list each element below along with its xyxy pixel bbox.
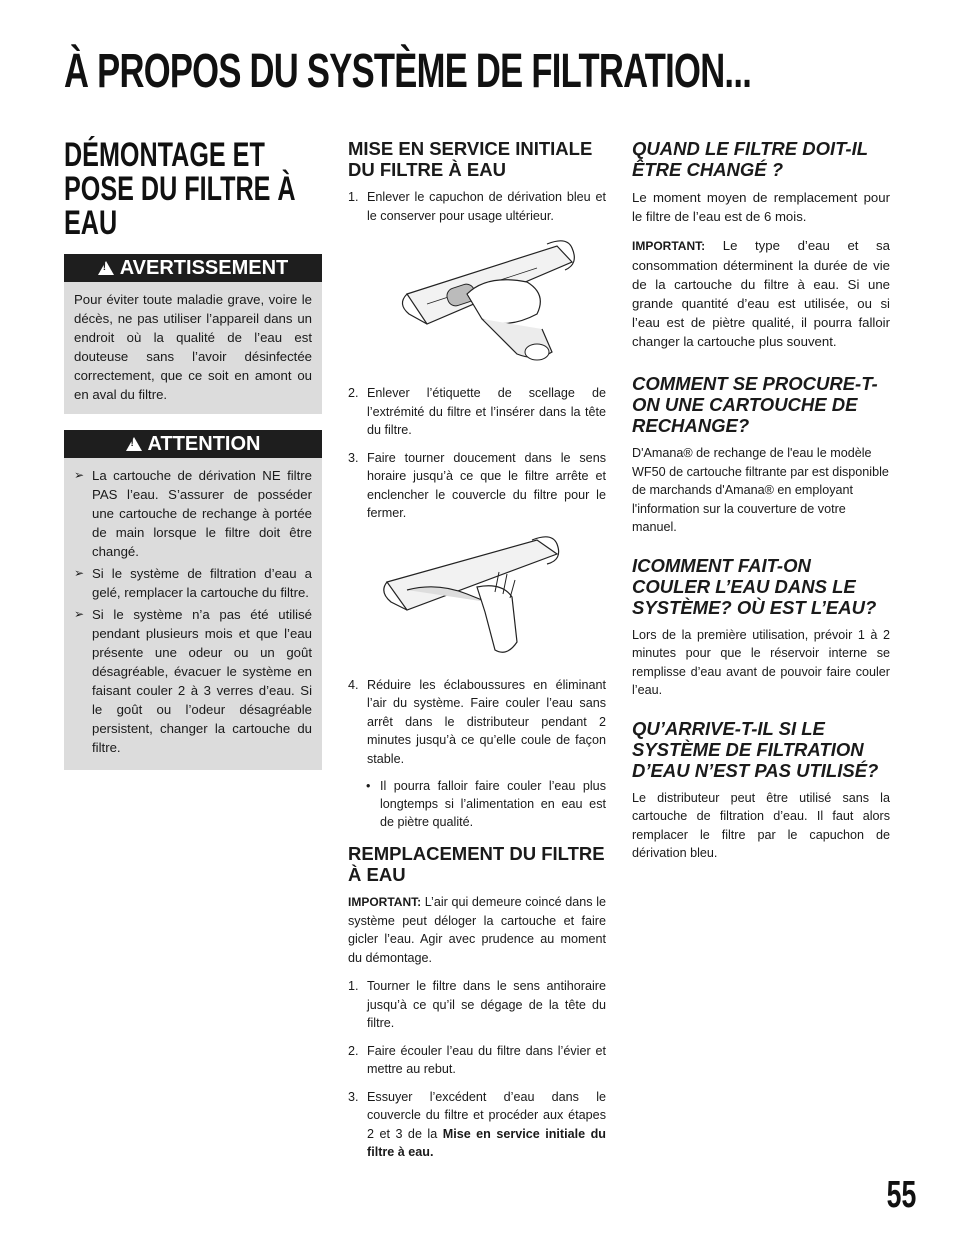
step-number: 3. <box>348 1089 359 1104</box>
step-text: Enlever l’étiquette de scellage de l’extrémité du filtre et l’insérer dans la tête du filtre. <box>367 386 606 437</box>
attention-label: ATTENTION <box>147 432 261 455</box>
sub-bullet-text: Il pourra falloir faire couler l’eau plus longtemps si l’alimentation en eau est de piètre qualité. <box>380 779 606 829</box>
arrow-bullet-icon: ➢ <box>74 566 85 580</box>
question-heading: COMMENT SE PROCURE-T-ON UNE CARTOUCHE DE RECHANGE? <box>632 373 878 436</box>
answer-text: D'Amana® de rechange de l'eau le modèle WF50 de cartouche filtrante par est disponible de marchands d'Amana® en employant l'information sur la couverture de votre manuel. <box>632 446 889 534</box>
warning-header <box>64 254 322 282</box>
important-note <box>632 236 890 351</box>
step-item <box>348 1042 606 1079</box>
step-text: Enlever le capuchon de dérivation bleu et le conserver pour usage ultérieur. <box>367 190 606 223</box>
attention-bullet-text: La cartouche de dérivation NE filtre PAS l’eau. S’assurer de posséder une cartouche de rechange à portée de main lorsque le filtre doit être changé. <box>92 468 312 559</box>
attention-bullet <box>74 564 312 602</box>
question-heading: QU’ARRIVE-T-IL SI LE SYSTÈME DE FILTRATION D’EAU N’EST PAS UTILISÉ? <box>632 717 879 781</box>
step-text-bold: Mise en service initiale du filtre à eau. <box>367 1126 606 1159</box>
page-number: 55 <box>886 1174 916 1216</box>
filter-cap-removal-illustration <box>367 234 587 370</box>
warning-label: AVERTISSEMENT <box>119 256 289 279</box>
column-left <box>64 138 322 786</box>
important-text: Le type d’eau et sa consommation déterminent la durée de vie de la cartouche du filtre à eau. Si une grande quantité d’eau est utilisée, ou si l’eau est de piètre qualité, il pourra falloir changer la cartouche plus souvent. <box>632 238 890 349</box>
step-number: 3. <box>348 450 359 465</box>
sub-bullet <box>366 777 606 831</box>
step-item <box>348 449 606 523</box>
important-note <box>348 893 606 967</box>
heading-initial-setup: MISE EN SERVICE INITIALE DU FILTRE À EAU <box>348 138 593 180</box>
warning-triangle-icon <box>98 261 114 275</box>
step-number: 4. <box>348 677 359 692</box>
column-right <box>632 138 890 873</box>
heading-replacement: REMPLACEMENT DU FILTRE À EAU <box>348 843 605 885</box>
step-number: 1. <box>348 979 359 993</box>
attention-box <box>64 430 322 770</box>
step-text: Réduire les éclaboussures en éliminant l’air du système. Faire couler l’eau sans arrêt dans le distributeur pendant 2 minutes jusqu’à ce qu’elle coule de façon stable. <box>367 677 606 766</box>
warning-triangle-icon <box>126 437 142 451</box>
warning-text: Pour éviter toute maladie grave, voire le décès, ne pas utiliser l’appareil dans un endroit où la qualité de l’eau est douteuse sans l’avoir désinfectée correctement, que ce soit en amont ou en aval du filtre. <box>74 292 312 402</box>
important-label: IMPORTANT: <box>632 239 706 253</box>
question-heading: QUAND LE FILTRE DOIT-IL ÊTRE CHANGÉ ? <box>632 138 868 180</box>
step-text: Faire écouler l’eau du filtre dans l’évier et mettre au rebut. <box>367 1043 606 1076</box>
column-middle <box>348 138 606 1171</box>
step-item <box>348 1088 606 1162</box>
step-number: 2. <box>348 386 359 400</box>
page-title: À PROPOS DU SYSTÈME DE FILTRATION... <box>64 45 752 98</box>
question-heading: ICOMMENT FAIT-ON COULER L’EAU DANS LE SYSTÈME? OÙ EST L’EAU? <box>632 554 877 618</box>
step-text-plain: Essuyer l’excédent d’eau dans le couvercle du filtre et procéder aux étapes 2 et 3 de la <box>367 1089 606 1141</box>
section-title: DÉMONTAGE ET POSE DU FILTRE À EAU <box>64 136 296 242</box>
step-item <box>348 188 606 225</box>
answer-text: Le distributeur peut être utilisé sans la cartouche de filtration d’eau. Il faut alors remplacer le filtre par le capuchon de dérivation bleu. <box>632 790 890 860</box>
arrow-bullet-icon: ➢ <box>74 607 85 621</box>
step-item <box>348 676 606 769</box>
attention-bullet-text: Si le système de filtration d’eau a gelé, remplacer la cartouche du filtre. <box>92 566 312 600</box>
attention-header <box>64 430 322 458</box>
step-text: Tourner le filtre dans le sens antihoraire jusqu’à ce qu’il se dégage de la tête du filtre. <box>367 979 606 1030</box>
warning-box <box>64 254 322 414</box>
answer-text: Lors de la première utilisation, prévoir 1 à 2 minutes pour que le réservoir interne se remplisse d’eau avant de pouvoir faire couler l’eau. <box>632 627 890 697</box>
attention-bullet <box>74 466 312 561</box>
important-text: L’air qui demeure coincé dans le système peut déloger la cartouche et faire gicler l’eau. Agir avec prudence au moment du démontage. <box>348 895 607 965</box>
important-label: IMPORTANT: <box>348 895 422 909</box>
attention-body <box>64 458 322 770</box>
step-number: 1. <box>348 190 359 204</box>
step-text <box>367 1088 606 1162</box>
step-number: 2. <box>348 1043 359 1058</box>
attention-bullet-text: Si le système n’a pas été utilisé pendant plusieurs mois et que l’eau présente une odeur ou un goût désagréable, évacuer le système en faisant couler 2 à 3 verres d’eau. Si le goût ou l’odeur désagréable persistent, changer la cartouche du filtre. <box>92 607 312 755</box>
step-text: Faire tourner doucement dans le sens horaire jusqu’à ce que le filtre arrête et enclencher le couvercle du filtre pour le fermer. <box>367 450 606 520</box>
answer-text: Le moment moyen de remplacement pour le filtre de l’eau est de 6 mois. <box>632 190 890 224</box>
attention-bullet <box>74 605 312 757</box>
filter-insertion-illustration <box>367 532 587 662</box>
arrow-bullet-icon: ➢ <box>74 468 85 482</box>
step-item <box>348 977 606 1033</box>
bullet-dot: • <box>366 779 371 793</box>
step-item <box>348 384 606 440</box>
